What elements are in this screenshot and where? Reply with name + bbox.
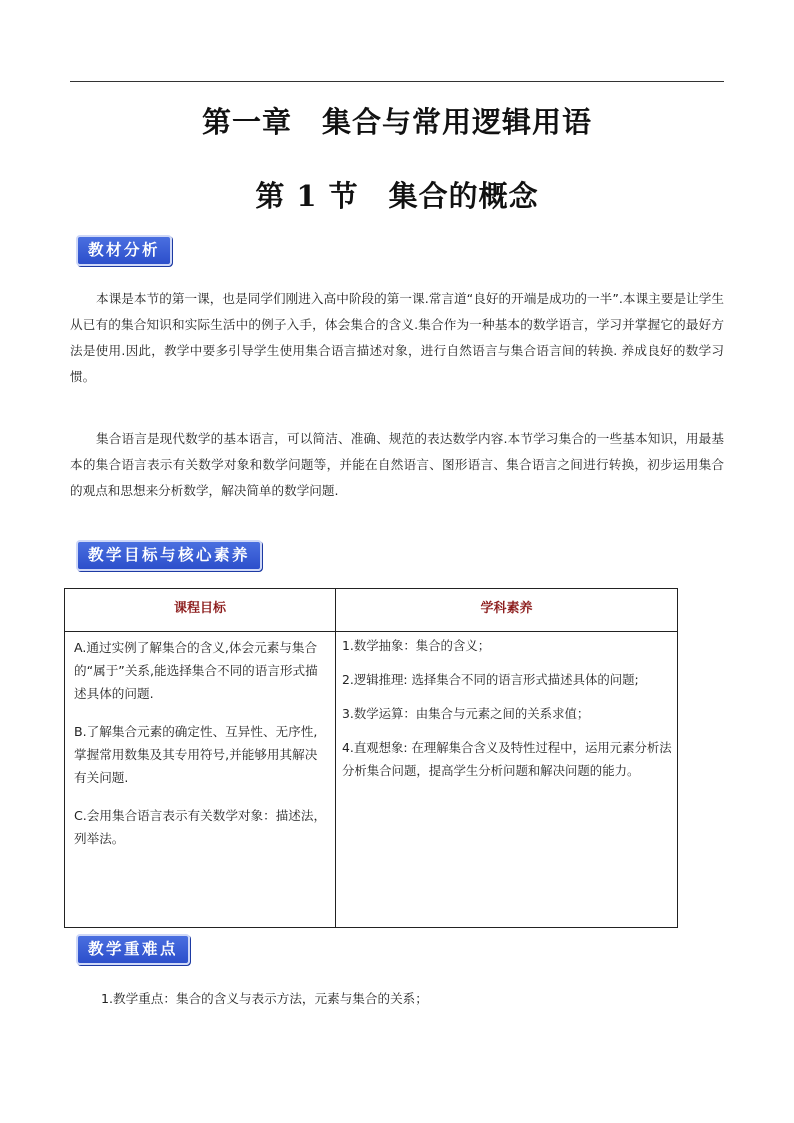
key-point-item: 1.教学重点：集合的含义与表示方法，元素与集合的关系； (101, 991, 428, 1006)
literacy-cell (342, 634, 672, 793)
header-rule (70, 81, 724, 82)
chapter-title: 第一章 集合与常用逻辑用语 (201, 105, 592, 139)
section-badge-key-points: 教学重难点 (76, 934, 190, 965)
table-header-divider (65, 631, 677, 632)
table-header-literacy: 学科素养 (480, 601, 533, 616)
literacy-item: 2.逻辑推理: 选择集合不同的语言形式描述具体的问题; (342, 672, 639, 687)
analysis-paragraph-1: 本课是本节的第一课，也是同学们刚进入高中阶段的第一课.常言道“良好的开端是成功的一半”.本课主要是让学生从已有的集合知识和实际生活中的例子入手，体会集合的含义.集合作为一种基本的数学语言，学习并掌握它的最好方法是使用.因此，教学中要多引导学生使用集合语言描述对象，进行自然语言与集合语言间的转换. 养成良好的数学习惯。 (70, 291, 724, 384)
literacy-item: 3.数学运算：由集合与元素之间的关系求值； (342, 706, 590, 721)
section-badge-objectives: 教学目标与核心素养 (76, 540, 262, 571)
goals-cell (74, 636, 328, 865)
literacy-item: 4.直观想象: 在理解集合含义及特性过程中，运用元素分析法分析集合问题，提高学生分析问题和解决问题的能力。 (342, 740, 672, 778)
goal-item: C.会用集合语言表示有关数学对象：描述法，列举法。 (74, 808, 327, 846)
table-header-goals: 课程目标 (173, 601, 226, 616)
goal-item: B.了解集合元素的确定性、互异性、无序性,掌握常用数集及其专用符号,并能够用其解决有关问题. (74, 724, 318, 785)
table-column-divider (335, 589, 336, 927)
objectives-table (64, 588, 678, 928)
literacy-item: 1.数学抽象：集合的含义； (342, 638, 491, 653)
section-badge-analysis: 教材分析 (76, 235, 172, 266)
section-title: 第 1 节 集合的概念 (255, 179, 539, 213)
analysis-paragraph-2: 集合语言是现代数学的基本语言，可以简洁、准确、规范的表达数学内容.本节学习集合的一些基本知识，用最基本的集合语言表示有关数学对象和数学问题等，并能在自然语言、图形语言、集合语言之间进行转换，初步运用集合的观点和思想来分析数学，解决简单的数学问题. (70, 431, 724, 498)
goal-item: A.通过实例了解集合的含义,体会元素与集合的“属于”关系,能选择集合不同的语言形式描述具体的问题. (74, 640, 318, 701)
